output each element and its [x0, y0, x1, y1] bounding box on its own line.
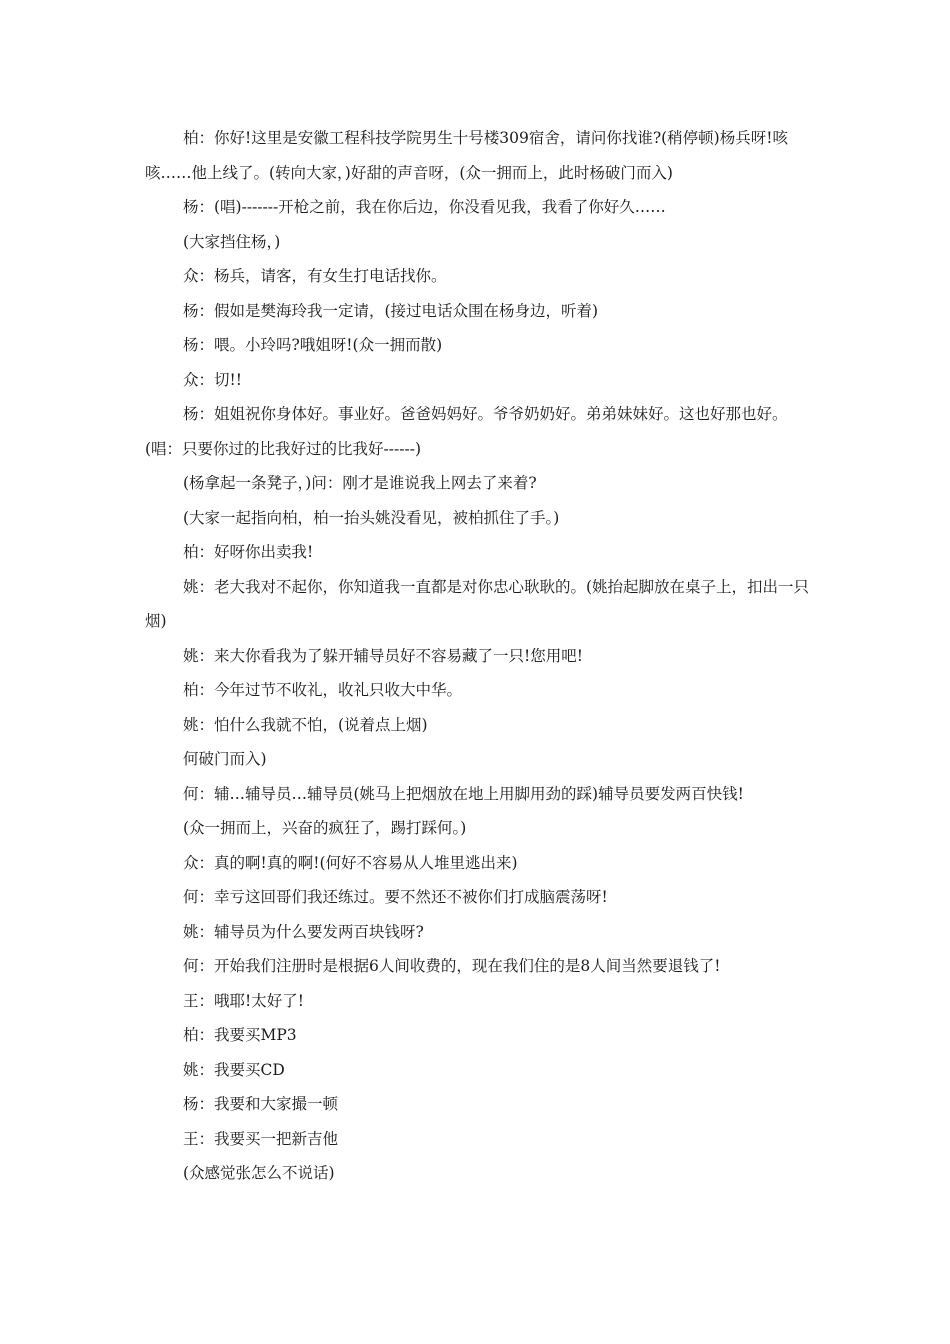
script-line: 众：真的啊!真的啊!(何好不容易从人堆里逃出来) [183, 853, 518, 872]
script-line: 王：哦耶!太好了! [183, 991, 304, 1010]
script-line: 王：我要买一把新吉他 [183, 1129, 339, 1148]
script-line: 姚：我要买CD [183, 1060, 285, 1079]
script-line: 杨：我要和大家撮一顿 [183, 1095, 339, 1113]
script-line: 姚：怕什么我就不怕，(说着点上烟) [183, 715, 428, 734]
script-line: 姚：来大你看我为了躲开辅导员好不容易藏了一只!您用吧! [183, 646, 583, 665]
script-line: 杨：喂。小玲吗?哦姐呀!(众一拥而散) [183, 336, 443, 354]
script-line: (众一拥而上，兴奋的疯狂了，踢打踩何。) [183, 819, 467, 837]
script-line: 姚：辅导员为什么要发两百块钱呀? [183, 922, 424, 941]
script-line: 柏：我要买MP3 [183, 1026, 297, 1044]
script-line: 姚：老大我对不起你，你知道我一直都是对你忠心耿耿的。(姚抬起脚放在桌子上，扣出一只烟) [145, 577, 810, 630]
script-line: 杨：假如是樊海玲我一定请，(接过电话众围在杨身边，听着) [183, 301, 599, 320]
script-line: 何破门而入) [183, 750, 267, 768]
script-line: 众：切!! [183, 370, 242, 389]
script-line: 柏：今年过节不收礼，收礼只收大中华。 [183, 681, 463, 699]
script-line: 柏：好呀你出卖我! [183, 543, 314, 561]
script-line: 杨：姐姐祝你身体好。事业好。爸爸妈妈好。爷爷奶奶好。弟弟妹妹好。这也好那也好。(唱：只要你过的比我好过的比我好------) [145, 405, 788, 458]
script-line: 何：开始我们注册时是根据6人间收费的，现在我们住的是8人间当然要退钱了! [183, 957, 721, 975]
script-line: 何：辅…辅导员…辅导员(姚马上把烟放在地上用脚用劲的踩)辅导员要发两百快钱! [183, 784, 744, 803]
script-text [145, 121, 810, 1191]
script-line: (杨拿起一条凳子，)问：刚才是谁说我上网去了来着? [183, 474, 537, 492]
script-line: (大家挡住杨，) [183, 232, 281, 251]
script-line: (大家一起指向柏，柏一抬头姚没看见，被柏抓住了手。) [183, 508, 560, 527]
script-line: (众感觉张怎么不说话) [183, 1164, 335, 1182]
script-line: 众：杨兵，请客，有女生打电话找你。 [183, 267, 447, 285]
script-line: 杨：(唱)-------开枪之前，我在你后边，你没看见我，我看了你好久…… [183, 198, 666, 216]
script-line: 何：幸亏这回哥们我还练过。要不然还不被你们打成脑震荡呀! [183, 888, 608, 906]
script-line: 柏：你好!这里是安徽工程科技学院男生十号楼309宿舍，请问你找谁?(稍停顿)杨兵呀!咳咳……他上线了。(转向大家，)好甜的声音呀，(众一拥而上，此时杨破门而入) [145, 129, 788, 182]
